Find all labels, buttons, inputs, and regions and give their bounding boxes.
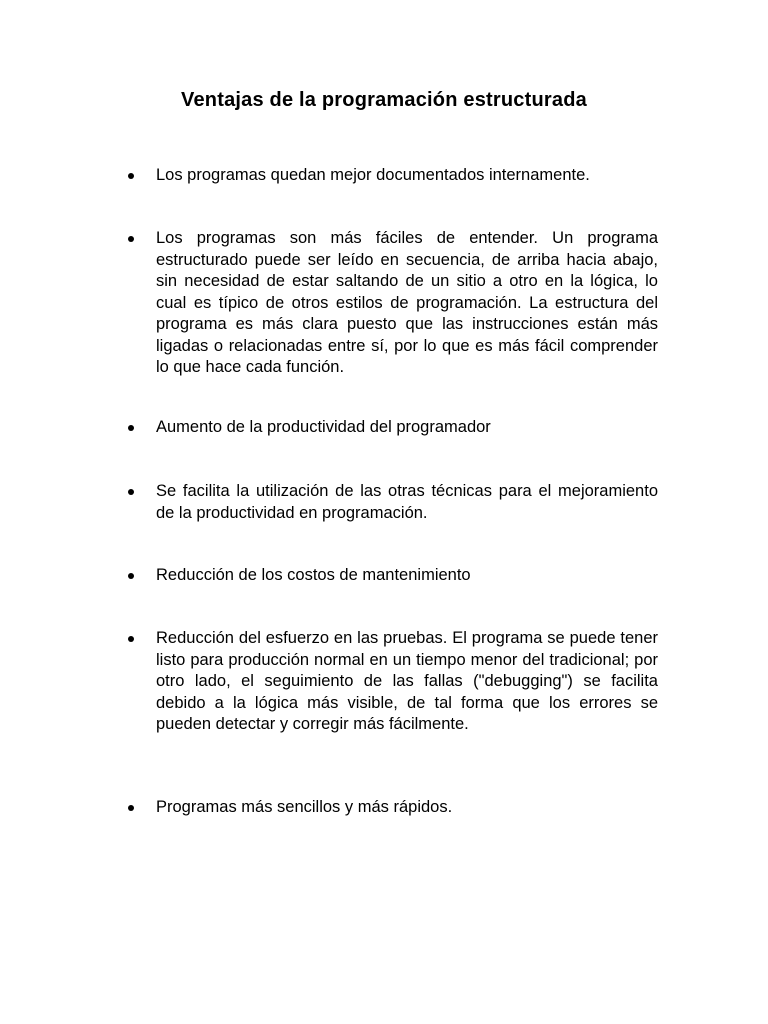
list-item: [128, 565, 658, 587]
bullet-icon: [128, 489, 134, 495]
list-item-text: Los programas son más fáciles de entender. Un programa estructurado puede ser leído en secuencia, de arriba hacia abajo, sin necesidad de estar saltando de un sitio a otro en la lógica, lo cual es típico de otros estilos de programación. La estructura del programa es más clara puesto que las instrucciones están más ligadas o relacionadas entre sí, por lo que es más fácil comprender lo que hace cada función.: [156, 229, 658, 376]
bullet-icon: [128, 573, 134, 579]
list-item: [128, 481, 658, 524]
list-item-text: Programas más sencillos y más rápidos.: [156, 798, 453, 816]
list-item: [128, 417, 658, 439]
list-item: [128, 797, 658, 819]
bullet-icon: [128, 636, 134, 642]
list-item-text: Reducción de los costos de mantenimiento: [156, 566, 471, 584]
page-title: Ventajas de la programación estructurada: [181, 89, 587, 111]
list-item-text: Aumento de la productividad del programador: [156, 418, 491, 436]
list-item-text: Los programas quedan mejor documentados internamente.: [156, 166, 590, 184]
list-item: [128, 165, 658, 187]
list-item-text: Se facilita la utilización de las otras técnicas para el mejoramiento de la productividad en programación.: [156, 482, 658, 522]
bullet-icon: [128, 805, 134, 811]
list-item: [128, 628, 658, 736]
bullet-icon: [128, 173, 134, 179]
bullet-icon: [128, 425, 134, 431]
list-item: [128, 228, 658, 379]
list-item-text: Reducción del esfuerzo en las pruebas. El programa se puede tener listo para producción normal en un tiempo menor del tradicional; por otro lado, el seguimiento de las fallas ("debugging") se facilita debido a la lógica más visible, de tal forma que los errores se pueden detectar y corregir más fácilmente.: [156, 629, 658, 733]
bullet-icon: [128, 236, 134, 242]
